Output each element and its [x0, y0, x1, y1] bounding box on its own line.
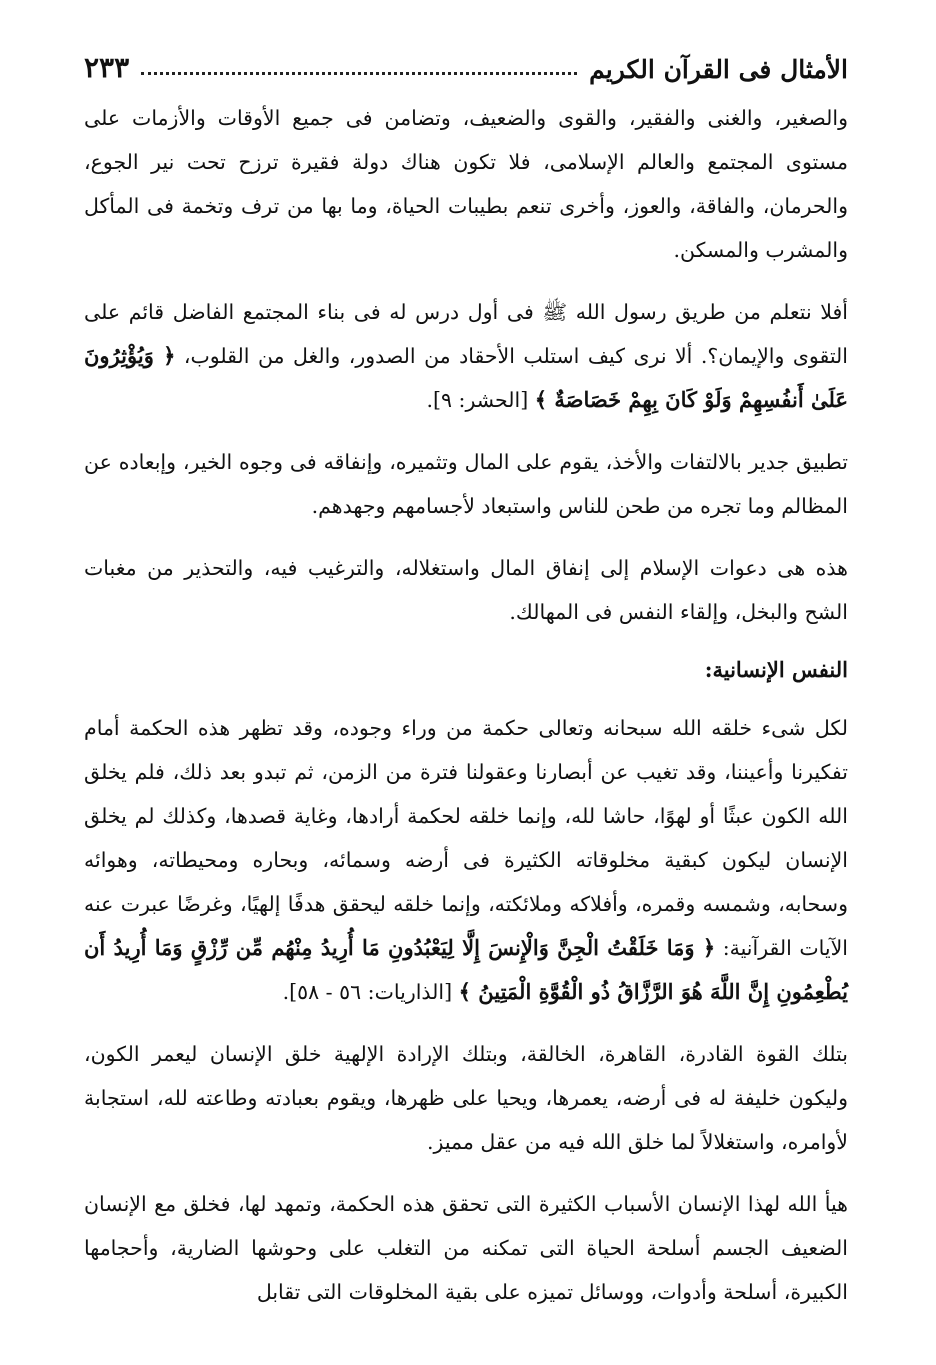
paragraph-4: هذه هى دعوات الإسلام إلى إنفاق المال واستغلاله، والترغيب فيه، والتحذير من مغبات الشح والبخل، وإلقاء النفس فى المهالك.	[84, 556, 848, 624]
paragraph-7: هيأ الله لهذا الإنسان الأسباب الكثيرة التى تحقق هذه الحكمة، وتمهد لها، فخلق مع الإنسان الضعيف الجسم أسلحة الحياة التى تمكنه من التغلب على وحوشها الضارية، وأحجامها الكبيرة، أسلحة وأدوات، ووسائل تميزه على بقية المخلوقات التى تقابل	[84, 1192, 848, 1304]
paragraph-2-text: أفلا نتعلم من طريق رسول الله ﷺ فى أول درس له فى بناء المجتمع الفاضل قائم على التقوى والإيمان؟. ألا نرى كيف استلب الأحقاد من الصدور، والغل من القلوب،	[84, 300, 848, 368]
paragraph-5	[84, 706, 848, 1014]
paragraph-6: بتلك القوة القادرة، القاهرة، الخالقة، وبتلك الإرادة الإلهية خلق الإنسان ليعمر الكون، وليكون خليفة له فى أرضه، يعمرها، ويحيا على ظهرها، ويقوم بعبادته وطاعته لله، استجابة لأوامره، واستغلالاً لما خلق الله فيه من عقل مميز.	[84, 1042, 848, 1154]
quran-verse-dhariyat: ﴿ وَمَا خَلَقْتُ الْجِنَّ وَالْإِنسَ إِلَّا لِيَعْبُدُونِ مَا أُرِيدُ مِنْهُم مِّن رِّزْقٍ وَمَا أُرِيدُ أَن يُطْعِمُونِ إِنَّ اللَّهَ هُوَ الرَّزَّاقُ ذُو الْقُوَّةِ الْمَتِينُ ﴾	[84, 935, 848, 1004]
running-header	[84, 30, 848, 84]
section-heading: النفس الإنسانية:	[704, 657, 848, 682]
paragraph-1: والصغير، والغنى والفقير، والقوى والضعيف، وتضامن فى جميع الأوقات والأزمات على مستوى المجتمع والعالم الإسلامى، فلا تكون هناك دولة فقيرة ترزح تحت نير الجوع، والحرمان، والفاقة، والعوز، وأخرى تنعم بطيبات الحياة، وما بها من ترف وتخمة فى المأكل والمشرب والمسكن.	[84, 106, 848, 262]
paragraph-3: تطبيق جدير بالالتفات والأخذ، يقوم على المال وتثميره، وإنفاقه فى وجوه الخير، وإبعاده عن المظالم وما تجره من طحن للناس واستبعاد لأجسامهم وجهدهم.	[84, 450, 848, 518]
page-number: ٢٣٣	[84, 51, 130, 84]
paragraph-2	[84, 290, 848, 422]
paragraph-5-text: لكل شىء خلقه الله سبحانه وتعالى حكمة من وراء وجوده، وقد تظهر هذه الحكمة أمام تفكيرنا وأعيننا، وقد تغيب عن أبصارنا وعقولنا فترة من الزمن، ثم تبدو بعد ذلك، فلم يخلق الله الكون عبثًا أو لهوًا، حاشا لله، وإنما خلقه لحكمة أرادها، وغاية قصدها، وكذلك لم يخلق الإنسان ليكون كبقية مخلوقاته الكثيرة فى أرضه وسمائه، وبحاره ومحيطاته، وهوائه وسحابه، وشمسه وقمره، وأفلاكه وملائكته، وإنما خلقه ليحقق هدفًا إلهيًا، وغرضًا عبرت عنه الآيات القرآنية:	[84, 716, 848, 960]
quran-ref-dhariyat: [الذاريات: ٥٦ - ٥٨].	[282, 980, 453, 1004]
book-title: الأمثال فى القرآن الكريم	[589, 55, 848, 84]
quran-verse-hashr: ﴿ وَيُؤْثِرُونَ عَلَىٰ أَنفُسِهِمْ وَلَوْ كَانَ بِهِمْ خَصَاصَةٌ ﴾	[84, 343, 848, 412]
header-leader-dots	[141, 72, 577, 75]
quran-ref-hashr: [الحشر: ٩].	[426, 388, 529, 412]
